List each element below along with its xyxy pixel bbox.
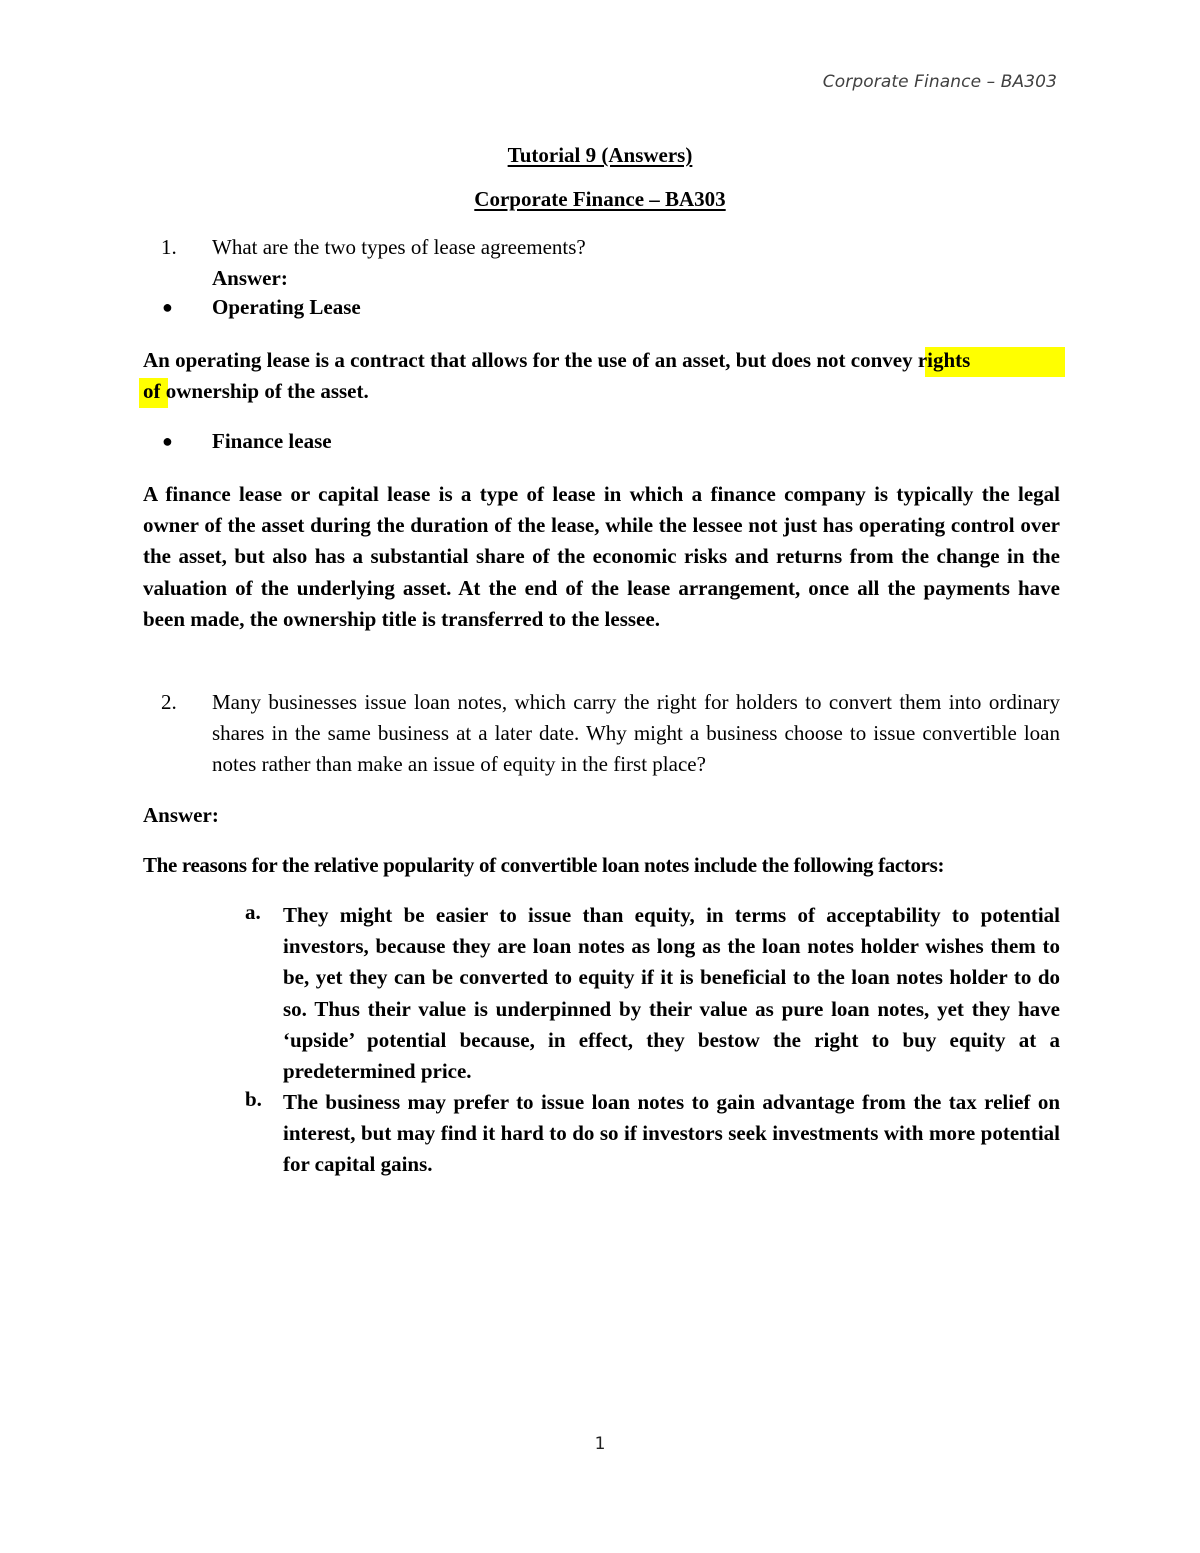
bullet-icon: ● [162, 297, 173, 317]
question-2-intro: The reasons for the relative popularity of convertible loan notes include the following factors: [143, 853, 945, 877]
question-1-number: 1. [161, 235, 177, 259]
running-header: Corporate Finance – BA303 [822, 72, 1057, 92]
question-2-text: Many businesses issue loan notes, which carry the right for holders to convert them into ordinary shares in the same business at a later date. Why might a business choose to issue convertible loan notes rather than make an issue of equity in the first place? [212, 690, 1060, 777]
highlighted-text: of [143, 379, 161, 404]
highlighted-text: convey rights [850, 348, 971, 372]
course-title: Corporate Finance – BA303 [474, 187, 726, 211]
question-1-answer-label: Answer: [212, 266, 288, 290]
operating-lease-text-end: ownership of the asset. [160, 379, 369, 404]
operating-lease-paragraph [143, 345, 1060, 407]
document-title: Tutorial 9 (Answers) [507, 143, 693, 167]
bullet-operating-lease: Operating Lease [212, 295, 361, 319]
bullet-finance-lease: Finance lease [212, 429, 332, 453]
point-b-label: b. [245, 1087, 262, 1111]
finance-lease-paragraph: A finance lease or capital lease is a type of lease in which a finance company is typically the legal owner of the asset during the duration of the lease, while the lessee not just has operating control over the asset, but also has a substantial share of the economic risks and returns from the change in the valuation of the underlying asset. At the end of the lease arrangement, once all the payments have been made, the ownership title is transferred to the lessee. [143, 482, 1060, 631]
question-2-answer-label: Answer: [143, 803, 219, 827]
point-a-text: They might be easier to issue than equity, in terms of acceptability to potential investors, because they are loan notes as long as the loan notes holder wishes them to be, yet they can be converted to equity if it is beneficial to the loan notes holder to do so. Thus their value is underpinned by their value as pure loan notes, yet they have ‘upside’ potential because, in effect, they bestow the right to buy equity at a predetermined price. [283, 903, 1060, 1084]
page-number: 1 [594, 1434, 606, 1454]
operating-lease-text-start: An operating lease is a contract that allows for the use of an asset, but does not [143, 348, 851, 372]
question-2-number: 2. [161, 690, 177, 714]
bullet-icon: ● [162, 431, 173, 451]
point-a-label: a. [245, 900, 261, 924]
question-1-text: What are the two types of lease agreements? [212, 235, 586, 259]
point-b-text: The business may prefer to issue loan notes to gain advantage from the tax relief on interest, but may find it hard to do so if investors seek investments with more potential for capital gains. [283, 1090, 1060, 1177]
